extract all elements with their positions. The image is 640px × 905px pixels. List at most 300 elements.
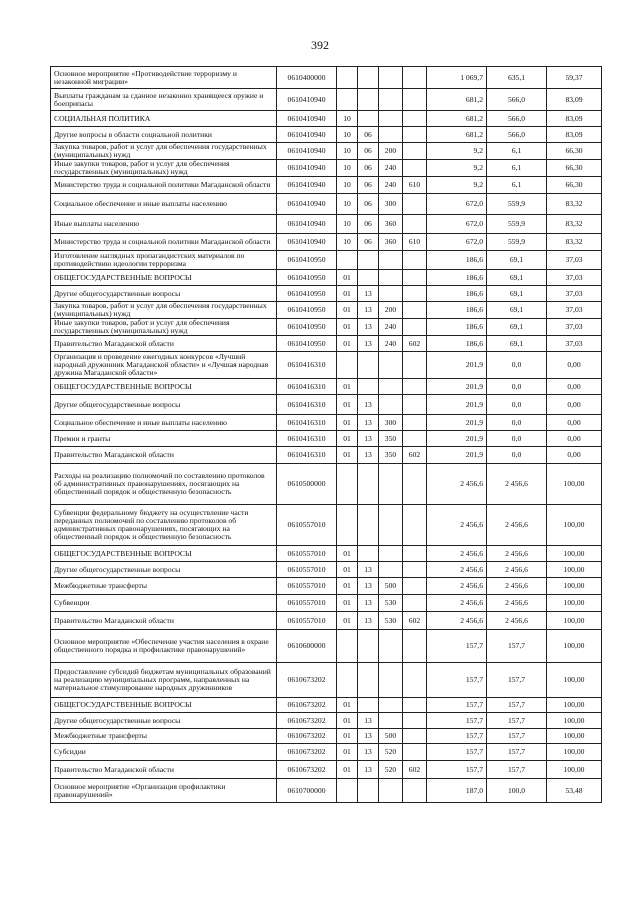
planned-amount: 1 069,7 [427,67,487,89]
expense-type-code [379,251,403,270]
target-article-code: 0610416310 [277,379,337,395]
section-code: 01 [337,302,358,319]
planned-amount: 9,2 [427,177,487,194]
expense-type-code: 200 [379,143,403,160]
actual-amount: 566,0 [487,111,547,127]
planned-amount: 157,7 [427,744,487,761]
actual-amount: 6,1 [487,143,547,160]
subsection-code: 13 [358,562,379,578]
administrator-code [403,630,427,663]
planned-amount: 186,6 [427,302,487,319]
actual-amount: 2 456,6 [487,612,547,630]
expense-type-code: 350 [379,447,403,464]
administrator-code [403,215,427,234]
execution-percent: 37,03 [547,319,602,336]
expense-type-code: 200 [379,302,403,319]
subsection-code [358,379,379,395]
table-row [51,546,602,562]
execution-percent: 0,00 [547,395,602,415]
subsection-code [358,698,379,713]
table-row [51,562,602,578]
planned-amount: 2 456,6 [427,612,487,630]
administrator-code [403,127,427,143]
planned-amount: 201,9 [427,395,487,415]
administrator-code [403,319,427,336]
planned-amount: 157,7 [427,713,487,729]
subsection-code: 13 [358,447,379,464]
execution-percent: 37,03 [547,302,602,319]
item-name: Закупка товаров, работ и услуг для обеспечения государственных (муниципальных) нужд [51,302,277,319]
execution-percent: 100,00 [547,761,602,779]
actual-amount: 157,7 [487,729,547,744]
target-article-code: 0610416310 [277,395,337,415]
administrator-code [403,663,427,698]
section-code: 01 [337,286,358,302]
item-name: Субвенции [51,595,277,612]
administrator-code: 610 [403,234,427,251]
table-row [51,612,602,630]
table-row [51,234,602,251]
target-article-code: 0610557010 [277,562,337,578]
execution-percent: 100,00 [547,630,602,663]
expense-type-code [379,464,403,505]
table-row [51,352,602,379]
table-row [51,379,602,395]
execution-percent: 0,00 [547,352,602,379]
expense-type-code: 530 [379,612,403,630]
target-article-code: 0610557010 [277,578,337,595]
administrator-code [403,595,427,612]
item-name: Основное мероприятие «Противодействие терроризму и незаконной миграции» [51,67,277,89]
administrator-code [403,89,427,111]
actual-amount: 2 456,6 [487,562,547,578]
table-row [51,319,602,336]
target-article-code: 0610410940 [277,215,337,234]
expense-type-code: 360 [379,215,403,234]
planned-amount: 157,7 [427,698,487,713]
expense-type-code [379,270,403,286]
expense-type-code [379,663,403,698]
subsection-code [358,251,379,270]
section-code [337,663,358,698]
subsection-code: 13 [358,744,379,761]
subsection-code [358,546,379,562]
execution-percent: 83,32 [547,215,602,234]
target-article-code: 0610410950 [277,270,337,286]
table-row [51,698,602,713]
administrator-code [403,395,427,415]
planned-amount: 201,9 [427,431,487,447]
expense-type-code [379,546,403,562]
item-name: Субсидии [51,744,277,761]
administrator-code [403,505,427,546]
actual-amount: 635,1 [487,67,547,89]
section-code: 01 [337,612,358,630]
execution-percent: 59,37 [547,67,602,89]
actual-amount: 2 456,6 [487,546,547,562]
section-code [337,630,358,663]
target-article-code: 0610673202 [277,713,337,729]
actual-amount: 157,7 [487,663,547,698]
actual-amount: 157,7 [487,744,547,761]
target-article-code: 0610410940 [277,89,337,111]
table-row [51,578,602,595]
table-row [51,286,602,302]
actual-amount: 566,0 [487,127,547,143]
administrator-code [403,286,427,302]
subsection-code: 13 [358,612,379,630]
expense-type-code [379,713,403,729]
expense-type-code: 240 [379,177,403,194]
section-code: 01 [337,431,358,447]
section-code: 01 [337,578,358,595]
target-article-code: 0610673202 [277,761,337,779]
target-article-code: 0610700000 [277,779,337,803]
administrator-code [403,352,427,379]
execution-percent: 100,00 [547,663,602,698]
section-code [337,464,358,505]
table-row [51,67,602,89]
actual-amount: 69,1 [487,336,547,352]
section-code: 10 [337,234,358,251]
execution-percent: 100,00 [547,546,602,562]
item-name: Основное мероприятие «Обеспечение участия населения в охране общественного порядка и профилактике правонарушений» [51,630,277,663]
actual-amount: 157,7 [487,630,547,663]
execution-percent: 37,03 [547,270,602,286]
target-article-code: 0610416310 [277,415,337,431]
subsection-code [358,464,379,505]
administrator-code [403,111,427,127]
planned-amount: 186,6 [427,251,487,270]
execution-percent: 100,00 [547,505,602,546]
subsection-code: 13 [358,336,379,352]
planned-amount: 186,6 [427,286,487,302]
table-row [51,111,602,127]
section-code: 01 [337,761,358,779]
item-name: СОЦИАЛЬНАЯ ПОЛИТИКА [51,111,277,127]
expense-type-code: 240 [379,319,403,336]
expense-type-code [379,127,403,143]
table-row [51,761,602,779]
section-code: 01 [337,319,358,336]
item-name: Межбюджетные трансферты [51,729,277,744]
administrator-code [403,578,427,595]
subsection-code: 13 [358,415,379,431]
actual-amount: 157,7 [487,713,547,729]
planned-amount: 201,9 [427,415,487,431]
actual-amount: 2 456,6 [487,464,547,505]
item-name: Межбюджетные трансферты [51,578,277,595]
actual-amount: 0,0 [487,415,547,431]
table-row [51,177,602,194]
target-article-code: 0610410940 [277,234,337,251]
expense-type-code: 520 [379,761,403,779]
subsection-code: 13 [358,713,379,729]
section-code: 01 [337,744,358,761]
subsection-code: 13 [358,302,379,319]
expense-type-code: 350 [379,431,403,447]
section-code: 01 [337,713,358,729]
execution-percent: 100,00 [547,698,602,713]
target-article-code: 0610557010 [277,612,337,630]
subsection-code: 06 [358,215,379,234]
administrator-code [403,67,427,89]
execution-percent: 66,30 [547,177,602,194]
expense-type-code [379,395,403,415]
planned-amount: 2 456,6 [427,578,487,595]
table-row [51,505,602,546]
subsection-code: 13 [358,761,379,779]
execution-percent: 100,00 [547,713,602,729]
item-name: Организация и проведение ежегодных конкурсов «Лучший народный дружинник Магаданской области» и «Лучшая народная дружина Магаданской области» [51,352,277,379]
section-code [337,505,358,546]
planned-amount: 2 456,6 [427,562,487,578]
actual-amount: 0,0 [487,395,547,415]
actual-amount: 157,7 [487,698,547,713]
section-code: 01 [337,698,358,713]
administrator-code [403,744,427,761]
section-code: 01 [337,415,358,431]
subsection-code: 06 [358,143,379,160]
planned-amount: 9,2 [427,160,487,177]
planned-amount: 201,9 [427,352,487,379]
section-code: 01 [337,562,358,578]
item-name: Другие вопросы в области социальной политики [51,127,277,143]
actual-amount: 6,1 [487,177,547,194]
subsection-code: 13 [358,286,379,302]
table-row [51,779,602,803]
planned-amount: 2 456,6 [427,505,487,546]
administrator-code: 602 [403,761,427,779]
actual-amount: 2 456,6 [487,578,547,595]
item-name: Социальное обеспечение и иные выплаты населению [51,194,277,215]
subsection-code [358,67,379,89]
administrator-code [403,194,427,215]
execution-percent: 83,09 [547,111,602,127]
actual-amount: 566,0 [487,89,547,111]
expense-type-code: 520 [379,744,403,761]
section-code: 01 [337,270,358,286]
planned-amount: 672,0 [427,215,487,234]
target-article-code: 0610410940 [277,143,337,160]
expense-type-code [379,505,403,546]
planned-amount: 186,6 [427,319,487,336]
subsection-code [358,89,379,111]
item-name: Расходы на реализацию полномочий по составлению протоколов об административных правонарушениях, посягающих на общественный порядок и общественную безопасность [51,464,277,505]
planned-amount: 157,7 [427,761,487,779]
planned-amount: 157,7 [427,630,487,663]
table-row [51,270,602,286]
section-code [337,89,358,111]
table-row [51,127,602,143]
table-row [51,729,602,744]
administrator-code [403,379,427,395]
actual-amount: 2 456,6 [487,505,547,546]
expense-type-code [379,562,403,578]
execution-percent: 100,00 [547,595,602,612]
table-row [51,395,602,415]
execution-percent: 0,00 [547,447,602,464]
item-name: Основное мероприятие «Организация профилактики правонарушений» [51,779,277,803]
expense-type-code: 300 [379,194,403,215]
execution-percent: 83,09 [547,127,602,143]
expense-type-code: 240 [379,160,403,177]
subsection-code: 13 [358,578,379,595]
subsection-code: 06 [358,160,379,177]
table-row [51,194,602,215]
actual-amount: 2 456,6 [487,595,547,612]
execution-percent: 37,03 [547,286,602,302]
expense-type-code [379,779,403,803]
table-row [51,143,602,160]
section-code: 01 [337,447,358,464]
planned-amount: 157,7 [427,663,487,698]
actual-amount: 69,1 [487,302,547,319]
target-article-code: 0610557010 [277,595,337,612]
planned-amount: 2 456,6 [427,546,487,562]
target-article-code: 0610410950 [277,286,337,302]
execution-percent: 53,48 [547,779,602,803]
expense-type-code [379,630,403,663]
execution-percent: 83,32 [547,234,602,251]
table-row [51,215,602,234]
execution-percent: 83,09 [547,89,602,111]
item-name: ОБЩЕГОСУДАРСТВЕННЫЕ ВОПРОСЫ [51,270,277,286]
subsection-code: 13 [358,431,379,447]
item-name: Правительство Магаданской области [51,612,277,630]
item-name: Субвенции федеральному бюджету на осуществление части переданных полномочий по составлению протоколов об административных правонарушениях, посягающих на общественный порядок и общественную безопасность [51,505,277,546]
section-code: 01 [337,546,358,562]
section-code [337,352,358,379]
subsection-code [358,630,379,663]
section-code: 01 [337,595,358,612]
item-name: Иные закупки товаров, работ и услуг для обеспечения государственных (муниципальных) нужд [51,319,277,336]
administrator-code: 602 [403,612,427,630]
execution-percent: 66,30 [547,143,602,160]
planned-amount: 2 456,6 [427,595,487,612]
table-row [51,431,602,447]
table-row [51,663,602,698]
target-article-code: 0610410940 [277,127,337,143]
subsection-code: 06 [358,194,379,215]
target-article-code: 0610500000 [277,464,337,505]
table-row [51,464,602,505]
item-name: ОБЩЕГОСУДАРСТВЕННЫЕ ВОПРОСЫ [51,546,277,562]
table-row [51,630,602,663]
actual-amount: 0,0 [487,379,547,395]
item-name: Другие общегосударственные вопросы [51,286,277,302]
planned-amount: 186,6 [427,336,487,352]
administrator-code [403,143,427,160]
target-article-code: 0610673202 [277,663,337,698]
table-row [51,713,602,729]
item-name: Правительство Магаданской области [51,447,277,464]
subsection-code [358,779,379,803]
actual-amount: 69,1 [487,286,547,302]
item-name: Премии и гранты [51,431,277,447]
target-article-code: 0610673202 [277,729,337,744]
execution-percent: 100,00 [547,562,602,578]
execution-percent: 0,00 [547,379,602,395]
section-code: 10 [337,127,358,143]
table-row [51,744,602,761]
subsection-code [358,663,379,698]
target-article-code: 0610557010 [277,546,337,562]
actual-amount: 559,9 [487,215,547,234]
expense-type-code: 300 [379,415,403,431]
administrator-code [403,713,427,729]
table-row [51,415,602,431]
target-article-code: 0610410950 [277,302,337,319]
target-article-code: 0610410940 [277,111,337,127]
item-name: Социальное обеспечение и иные выплаты населению [51,415,277,431]
administrator-code [403,779,427,803]
expense-type-code: 530 [379,595,403,612]
section-code: 10 [337,111,358,127]
expense-type-code: 500 [379,578,403,595]
item-name: ОБЩЕГОСУДАРСТВЕННЫЕ ВОПРОСЫ [51,698,277,713]
target-article-code: 0610416310 [277,431,337,447]
target-article-code: 0610410940 [277,177,337,194]
item-name: ОБЩЕГОСУДАРСТВЕННЫЕ ВОПРОСЫ [51,379,277,395]
table-row [51,160,602,177]
subsection-code [358,352,379,379]
planned-amount: 186,6 [427,270,487,286]
target-article-code: 0610416310 [277,352,337,379]
table-row [51,595,602,612]
expense-type-code [379,698,403,713]
subsection-code [358,111,379,127]
table-row [51,336,602,352]
actual-amount: 0,0 [487,447,547,464]
expense-type-code [379,352,403,379]
planned-amount: 681,2 [427,111,487,127]
subsection-code [358,270,379,286]
administrator-code [403,562,427,578]
expense-type-code: 500 [379,729,403,744]
table-row [51,251,602,270]
target-article-code: 0610400000 [277,67,337,89]
planned-amount: 157,7 [427,729,487,744]
planned-amount: 9,2 [427,143,487,160]
section-code: 10 [337,215,358,234]
target-article-code: 0610410950 [277,251,337,270]
actual-amount: 0,0 [487,352,547,379]
section-code: 10 [337,194,358,215]
target-article-code: 0610416310 [277,447,337,464]
item-name: Министерство труда и социальной политики Магаданской области [51,177,277,194]
planned-amount: 187,0 [427,779,487,803]
execution-percent: 0,00 [547,431,602,447]
actual-amount: 6,1 [487,160,547,177]
table-row [51,89,602,111]
subsection-code: 13 [358,319,379,336]
execution-percent: 83,32 [547,194,602,215]
table-row [51,447,602,464]
target-article-code: 0610410950 [277,336,337,352]
execution-percent: 100,00 [547,729,602,744]
administrator-code: 602 [403,336,427,352]
expense-type-code: 360 [379,234,403,251]
section-code: 10 [337,143,358,160]
table-row [51,302,602,319]
actual-amount: 559,9 [487,234,547,251]
administrator-code [403,251,427,270]
actual-amount: 559,9 [487,194,547,215]
execution-percent: 100,00 [547,578,602,595]
administrator-code [403,698,427,713]
section-code: 01 [337,379,358,395]
